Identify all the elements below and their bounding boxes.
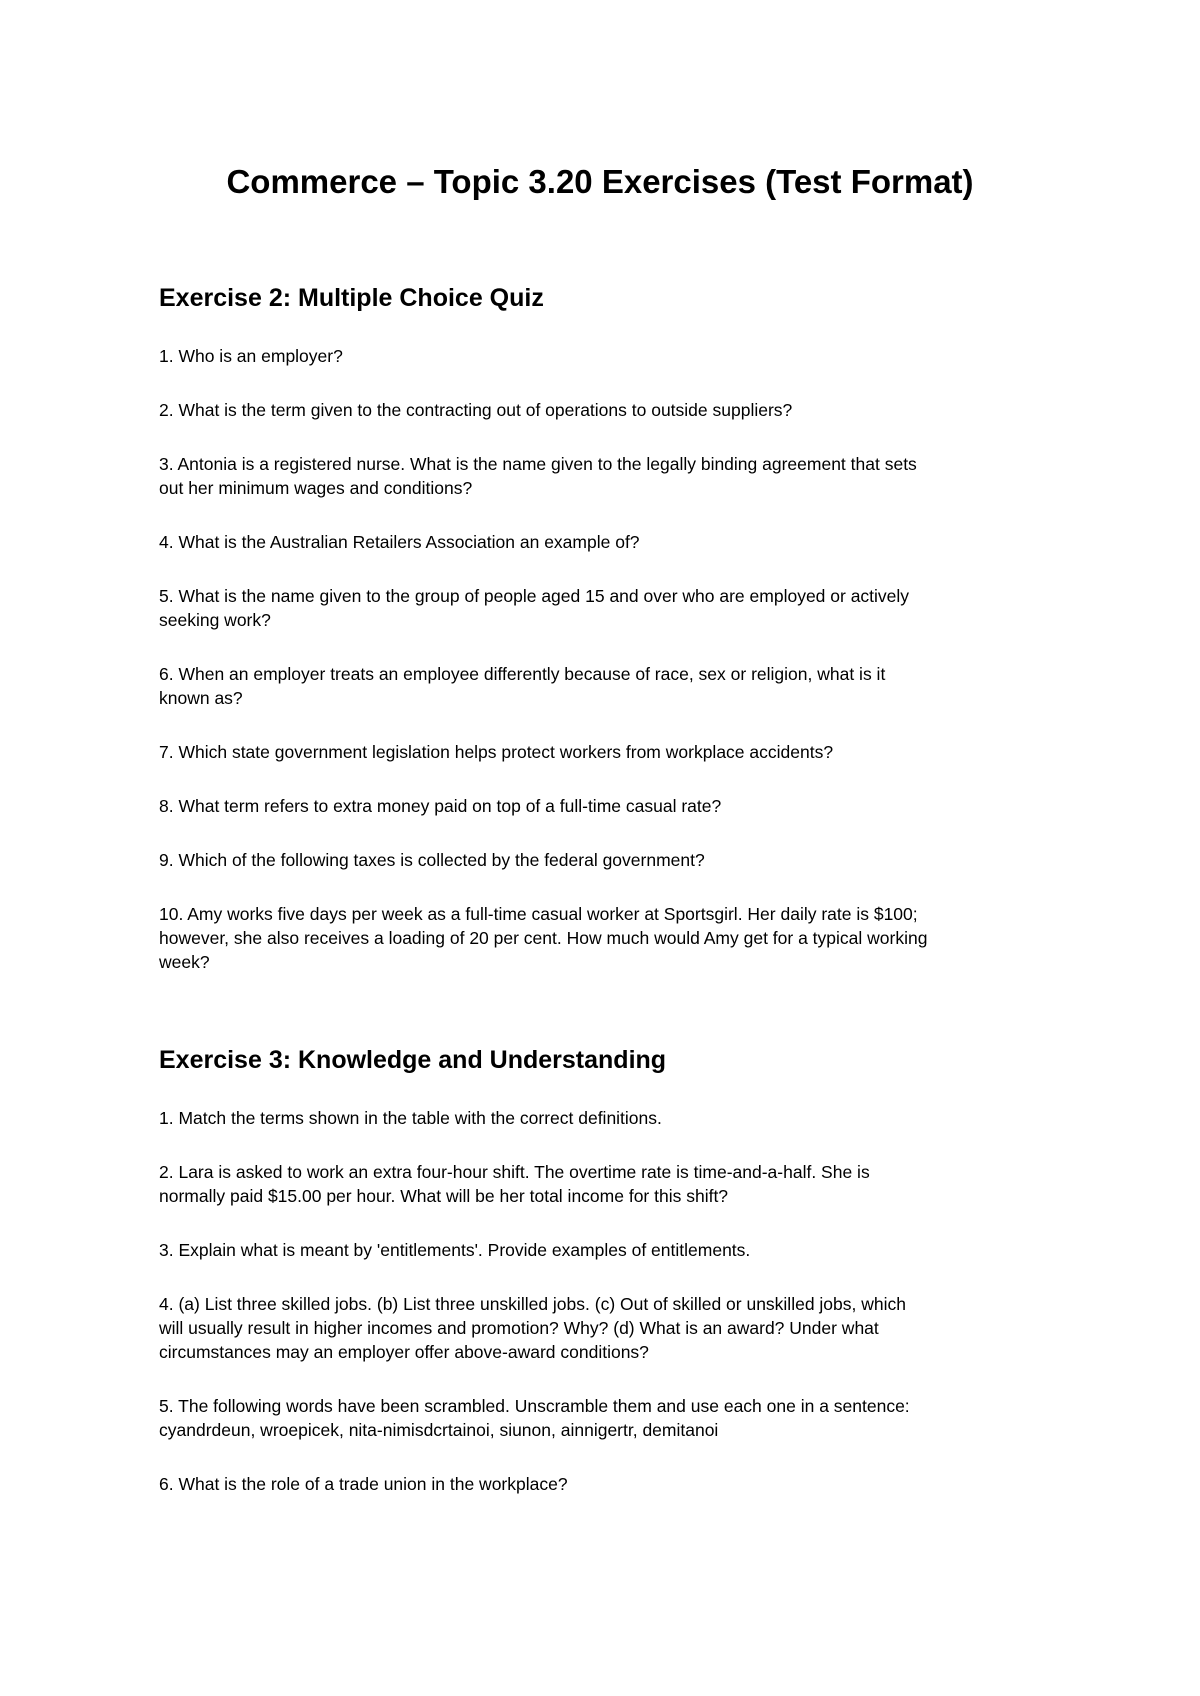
question-item: 4. (a) List three skilled jobs. (b) List three unskilled jobs. (c) Out of skilled or unskilled jobs, which will usually result in higher incomes and promotion? Why? (d) What is an award? Under what circumstances may an employer offer above-award conditions? bbox=[159, 1294, 906, 1362]
question-item: 2. What is the term given to the contracting out of operations to outside suppliers? bbox=[159, 400, 793, 420]
question-item: 9. Which of the following taxes is collected by the federal government? bbox=[159, 850, 705, 870]
question-item: 8. What term refers to extra money paid on top of a full-time casual rate? bbox=[159, 796, 722, 816]
question-item: 10. Amy works five days per week as a full-time casual worker at Sportsgirl. Her daily rate is $100; however, she also receives a loading of 20 per cent. How much would Amy get for a typical working week? bbox=[159, 904, 928, 972]
question-item: 2. Lara is asked to work an extra four-hour shift. The overtime rate is time-and-a-half. She is normally paid $15.00 per hour. What will be her total income for this shift? bbox=[159, 1162, 870, 1206]
section-heading: Exercise 3: Knowledge and Understanding bbox=[159, 1046, 667, 1074]
question-item: 6. What is the role of a trade union in the workplace? bbox=[159, 1474, 568, 1494]
question-item: 5. What is the name given to the group of people aged 15 and over who are employed or actively seeking work? bbox=[159, 586, 910, 630]
question-item: 5. The following words have been scrambled. Unscramble them and use each one in a sentence: cyandrdeun, wroepicek, nita-nimisdcrtainoi, siunon, ainnigertr, demitanoi bbox=[159, 1396, 910, 1440]
question-item: 6. When an employer treats an employee differently because of race, sex or religion, what is it known as? bbox=[159, 664, 886, 708]
page-title: Commerce – Topic 3.20 Exercises (Test Format) bbox=[226, 163, 974, 200]
question-item: 3. Explain what is meant by 'entitlements'. Provide examples of entitlements. bbox=[159, 1240, 751, 1260]
exercise-2-section bbox=[159, 283, 1059, 974]
question-item: 3. Antonia is a registered nurse. What is the name given to the legally binding agreement that sets out her minimum wages and conditions? bbox=[159, 454, 917, 498]
question-item: 1. Who is an employer? bbox=[159, 346, 343, 366]
section-heading: Exercise 2: Multiple Choice Quiz bbox=[159, 284, 544, 312]
question-item: 1. Match the terms shown in the table with the correct definitions. bbox=[159, 1108, 662, 1128]
question-item: 4. What is the Australian Retailers Association an example of? bbox=[159, 532, 640, 552]
exercise-3-section bbox=[159, 1045, 1059, 1496]
question-item: 7. Which state government legislation helps protect workers from workplace accidents? bbox=[159, 742, 834, 762]
